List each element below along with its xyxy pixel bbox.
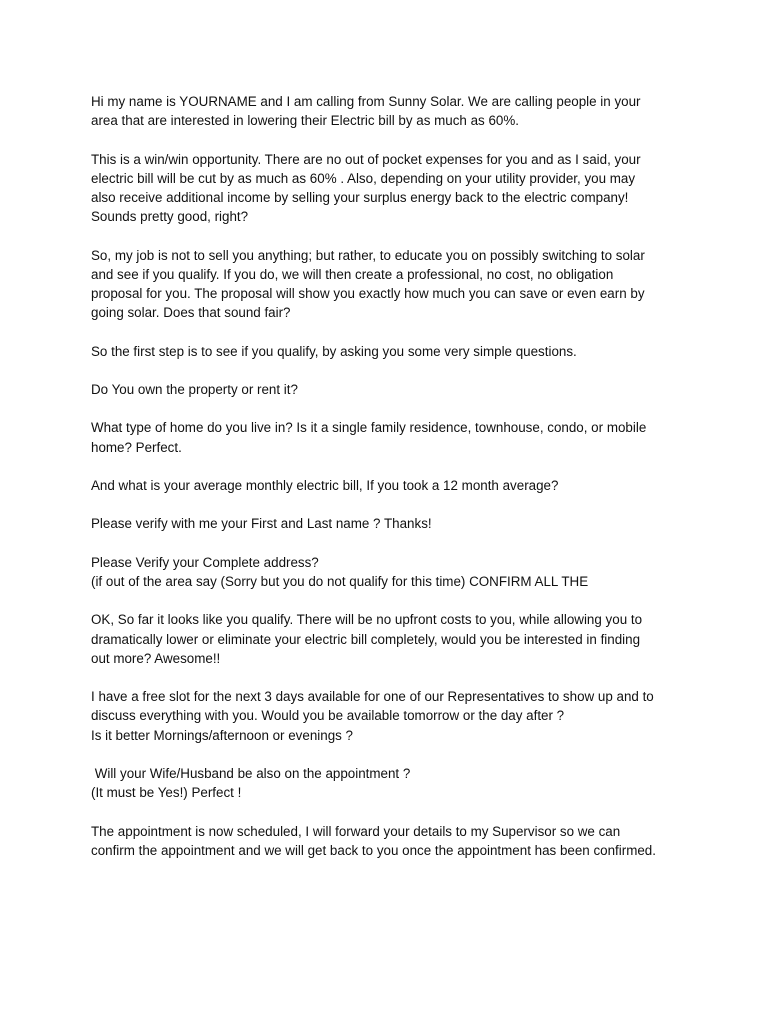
document-body [91, 92, 691, 860]
paragraph-verify-name: Please verify with me your First and Last name ? Thanks! [91, 516, 432, 532]
paragraph-free-slot: I have a free slot for the next 3 days available for one of our Representatives to show up and to discuss everything with you. Would you be available tomorrow or the day after ? Is it better Mornings/afternoon or evenings ? [91, 689, 654, 743]
paragraph-electric-bill: And what is your average monthly electric bill, If you took a 12 month average? [91, 477, 559, 493]
paragraph-home-type: What type of home do you live in? Is it a single family residence, townhouse, condo, or mobile home? Perfect. [91, 420, 647, 455]
paragraph-verify-address: Please Verify your Complete address? (if out of the area say (Sorry but you do not qualify for this time) CONFIRM ALL THE [91, 554, 589, 589]
paragraph-opportunity: This is a win/win opportunity. There are no out of pocket expenses for you and as I said, your electric bill will be cut by as much as 60% . Also, depending on your utility provider, you may also receive additional income by selling your surplus energy back to the electric company! Sounds pretty good, right? [91, 151, 641, 225]
paragraph-first-step: So the first step is to see if you qualify, by asking you some very simple questions. [91, 343, 577, 359]
paragraph-scheduled: The appointment is now scheduled, I will forward your details to my Supervisor so we can confirm the appointment and we will get back to you once the appointment has been confirmed. [91, 823, 656, 858]
paragraph-intro: Hi my name is YOURNAME and I am calling from Sunny Solar. We are calling people in your area that are interested in lowering their Electric bill by as much as 60%. [91, 94, 641, 129]
paragraph-job-description: So, my job is not to sell you anything; but rather, to educate you on possibly switching to solar and see if you qualify. If you do, we will then create a professional, no cost, no obligation proposal for you. The proposal will show you exactly how much you can save or even earn by going solar. Does that sound fair? [91, 247, 645, 321]
paragraph-qualify: OK, So far it looks like you qualify. There will be no upfront costs to you, while allowing you to dramatically lower or eliminate your electric bill completely, would you be interested in finding out more? Awesome!! [91, 612, 643, 666]
paragraph-own-or-rent: Do You own the property or rent it? [91, 381, 298, 397]
paragraph-spouse: Will your Wife/Husband be also on the appointment ? (It must be Yes!) Perfect ! [91, 765, 411, 801]
